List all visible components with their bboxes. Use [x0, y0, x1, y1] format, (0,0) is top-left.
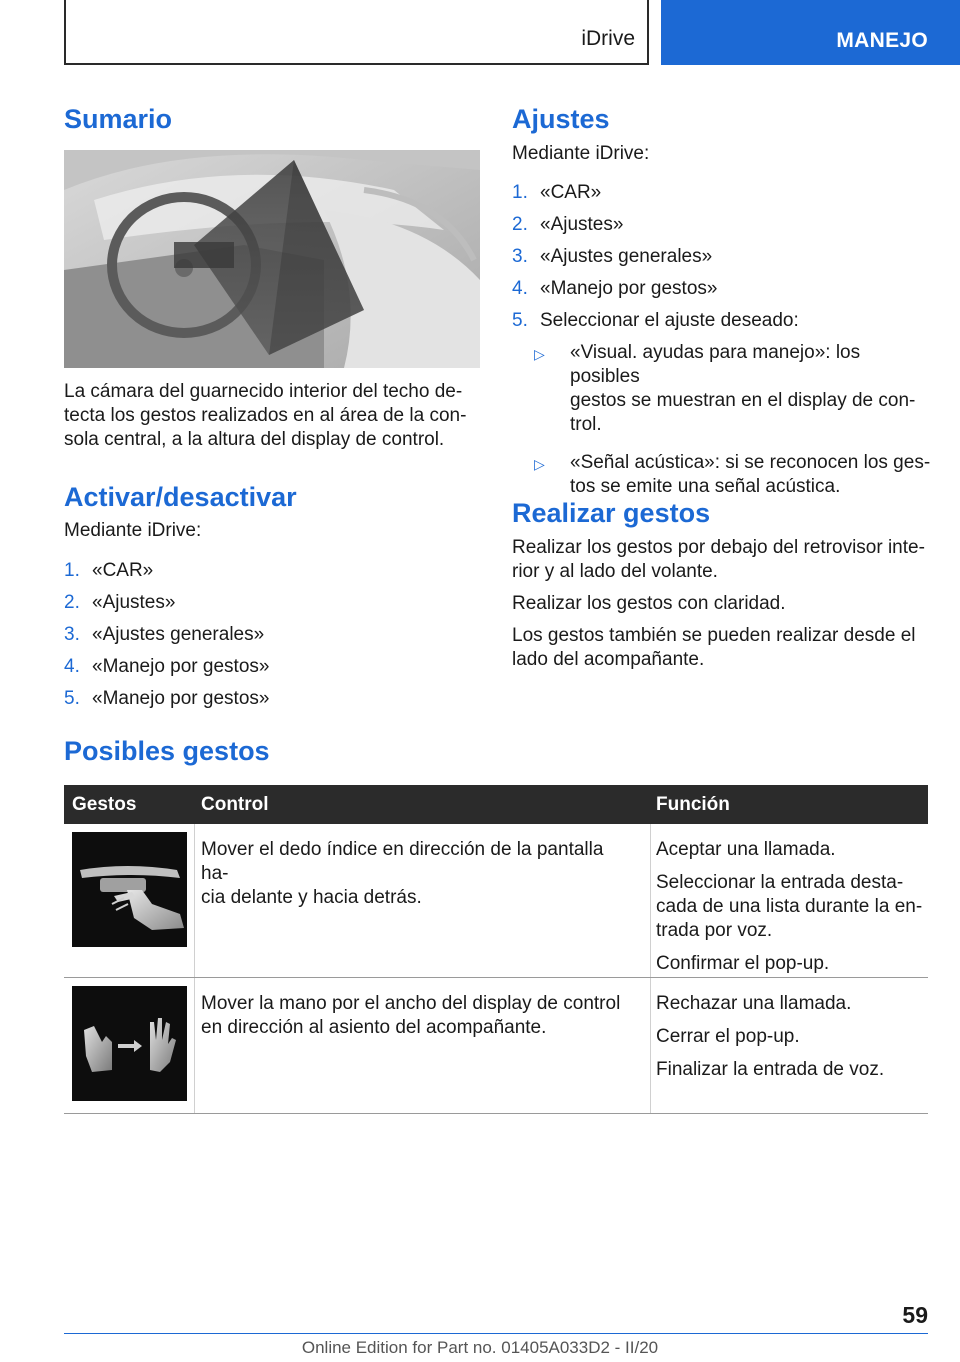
function-item	[656, 1058, 928, 1082]
cell-line: en dirección al asiento del acompañante.	[201, 1017, 547, 1038]
list-item	[512, 181, 799, 213]
step-text: «Ajustes»	[92, 592, 176, 613]
cell-line: Rechazar una llamada.	[656, 993, 852, 1014]
footer-edition: Online Edition for Part no. 01405A033D2 - II/20	[301, 1338, 659, 1357]
list-item	[64, 591, 269, 623]
cell-line: Aceptar una llamada.	[656, 839, 836, 860]
list-item	[512, 213, 799, 245]
realizar-heading: Realizar gestos	[512, 498, 711, 528]
step-text: «CAR»	[92, 560, 154, 581]
option-line: «Señal acústica»: si se reconocen los ges-	[570, 452, 931, 473]
ajustes-intro: Mediante iDrive:	[512, 143, 650, 164]
step-text: «Ajustes generales»	[92, 624, 265, 645]
step-number: 5.	[64, 688, 80, 709]
step-number: 1.	[64, 560, 80, 581]
option-line: «Visual. ayudas para manejo»: los posibles	[570, 342, 861, 387]
function-item	[656, 952, 928, 976]
paragraph-line: Realizar los gestos por debajo del retrovisor inte-	[512, 537, 925, 558]
paragraph-line: Los gestos también se pueden realizar desde el	[512, 625, 916, 646]
list-item	[512, 245, 799, 277]
step-number: 3.	[64, 624, 80, 645]
function-cell	[656, 838, 928, 985]
list-item	[512, 277, 799, 309]
realizar-p3	[512, 624, 915, 672]
cell-line: cada de una lista durante la en-	[656, 896, 923, 917]
column-divider	[194, 978, 195, 1113]
header-section-tab	[661, 0, 960, 65]
cell-line: Seleccionar la entrada desta-	[656, 872, 904, 893]
column-header-control: Control	[201, 794, 269, 815]
gestures-table	[64, 785, 928, 1114]
triangle-bullet-icon: ▷	[534, 456, 545, 472]
activar-heading: Activar/desactivar	[64, 482, 297, 512]
realizar-p2: Realizar los gestos con claridad.	[512, 593, 786, 614]
cell-line: Cerrar el pop-up.	[656, 1026, 800, 1047]
step-text: «Manejo por gestos»	[540, 278, 718, 299]
cell-line: cia delante y hacia detrás.	[201, 887, 422, 908]
list-item	[64, 623, 269, 655]
header-title-box	[64, 0, 649, 65]
paragraph-line: lado del acompañante.	[512, 649, 705, 670]
activar-intro: Mediante iDrive:	[64, 520, 202, 541]
step-text: Seleccionar el ajuste deseado:	[540, 310, 799, 331]
ajustes-options	[534, 341, 934, 513]
sumario-text	[64, 380, 484, 452]
list-item	[512, 309, 799, 341]
option-line: trol.	[570, 414, 602, 435]
car-interior-illustration	[64, 150, 480, 368]
step-number: 3.	[512, 246, 528, 267]
function-item	[656, 871, 928, 943]
table-row	[64, 824, 928, 978]
control-cell	[201, 838, 633, 910]
step-text: «Manejo por gestos»	[92, 688, 270, 709]
column-divider	[194, 824, 195, 977]
cell-line: Confirmar el pop-up.	[656, 953, 830, 974]
cell-line: Mover el dedo índice en dirección de la pantalla ha-	[201, 839, 604, 884]
sumario-line: sola central, a la altura del display de control.	[64, 429, 445, 450]
step-number: 1.	[512, 182, 528, 203]
header-title: iDrive	[581, 27, 635, 50]
step-number: 5.	[512, 310, 528, 331]
finger-swipe-icon	[72, 832, 187, 947]
posibles-heading: Posibles gestos	[64, 736, 270, 766]
step-text: «Manejo por gestos»	[92, 656, 270, 677]
table-row	[64, 978, 928, 1114]
option-line: gestos se muestran en el display de con-	[570, 390, 916, 411]
sumario-line: tecta los gestos realizados en al área de la con-	[64, 405, 467, 426]
page-number: 59	[902, 1302, 928, 1328]
sumario-heading: Sumario	[64, 104, 173, 134]
step-text: «CAR»	[540, 182, 602, 203]
function-cell	[656, 992, 928, 1091]
step-text: «Ajustes generales»	[540, 246, 713, 267]
step-number: 4.	[512, 278, 528, 299]
list-item	[64, 655, 269, 687]
step-number: 2.	[64, 592, 80, 613]
paragraph-line: rior y al lado del volante.	[512, 561, 718, 582]
sumario-line: La cámara del guarnecido interior del techo de-	[64, 381, 463, 402]
table-header	[64, 785, 928, 824]
realizar-p1	[512, 536, 925, 584]
ajustes-heading: Ajustes	[512, 104, 610, 134]
header-section-label: MANEJO	[836, 29, 928, 52]
function-item	[656, 838, 928, 862]
ajustes-steps	[512, 181, 799, 341]
function-item	[656, 992, 928, 1016]
function-item	[656, 1025, 928, 1049]
triangle-bullet-icon: ▷	[534, 346, 545, 362]
list-item	[64, 559, 269, 591]
cell-line: Mover la mano por el ancho del display de control	[201, 993, 621, 1014]
column-header-gestos: Gestos	[72, 794, 137, 815]
footer-divider	[64, 1333, 928, 1334]
list-item	[534, 451, 934, 499]
list-item	[534, 341, 934, 437]
cell-line: Finalizar la entrada de voz.	[656, 1059, 885, 1080]
control-cell	[201, 992, 633, 1040]
cell-line: trada por voz.	[656, 920, 773, 941]
step-number: 2.	[512, 214, 528, 235]
activar-steps	[64, 559, 269, 719]
step-number: 4.	[64, 656, 80, 677]
list-item	[64, 687, 269, 719]
column-divider	[650, 824, 651, 977]
hand-swipe-icon	[72, 986, 187, 1101]
column-divider	[650, 978, 651, 1113]
option-line: tos se emite una señal acústica.	[570, 476, 841, 497]
step-text: «Ajustes»	[540, 214, 624, 235]
column-header-funcion: Función	[656, 794, 730, 815]
